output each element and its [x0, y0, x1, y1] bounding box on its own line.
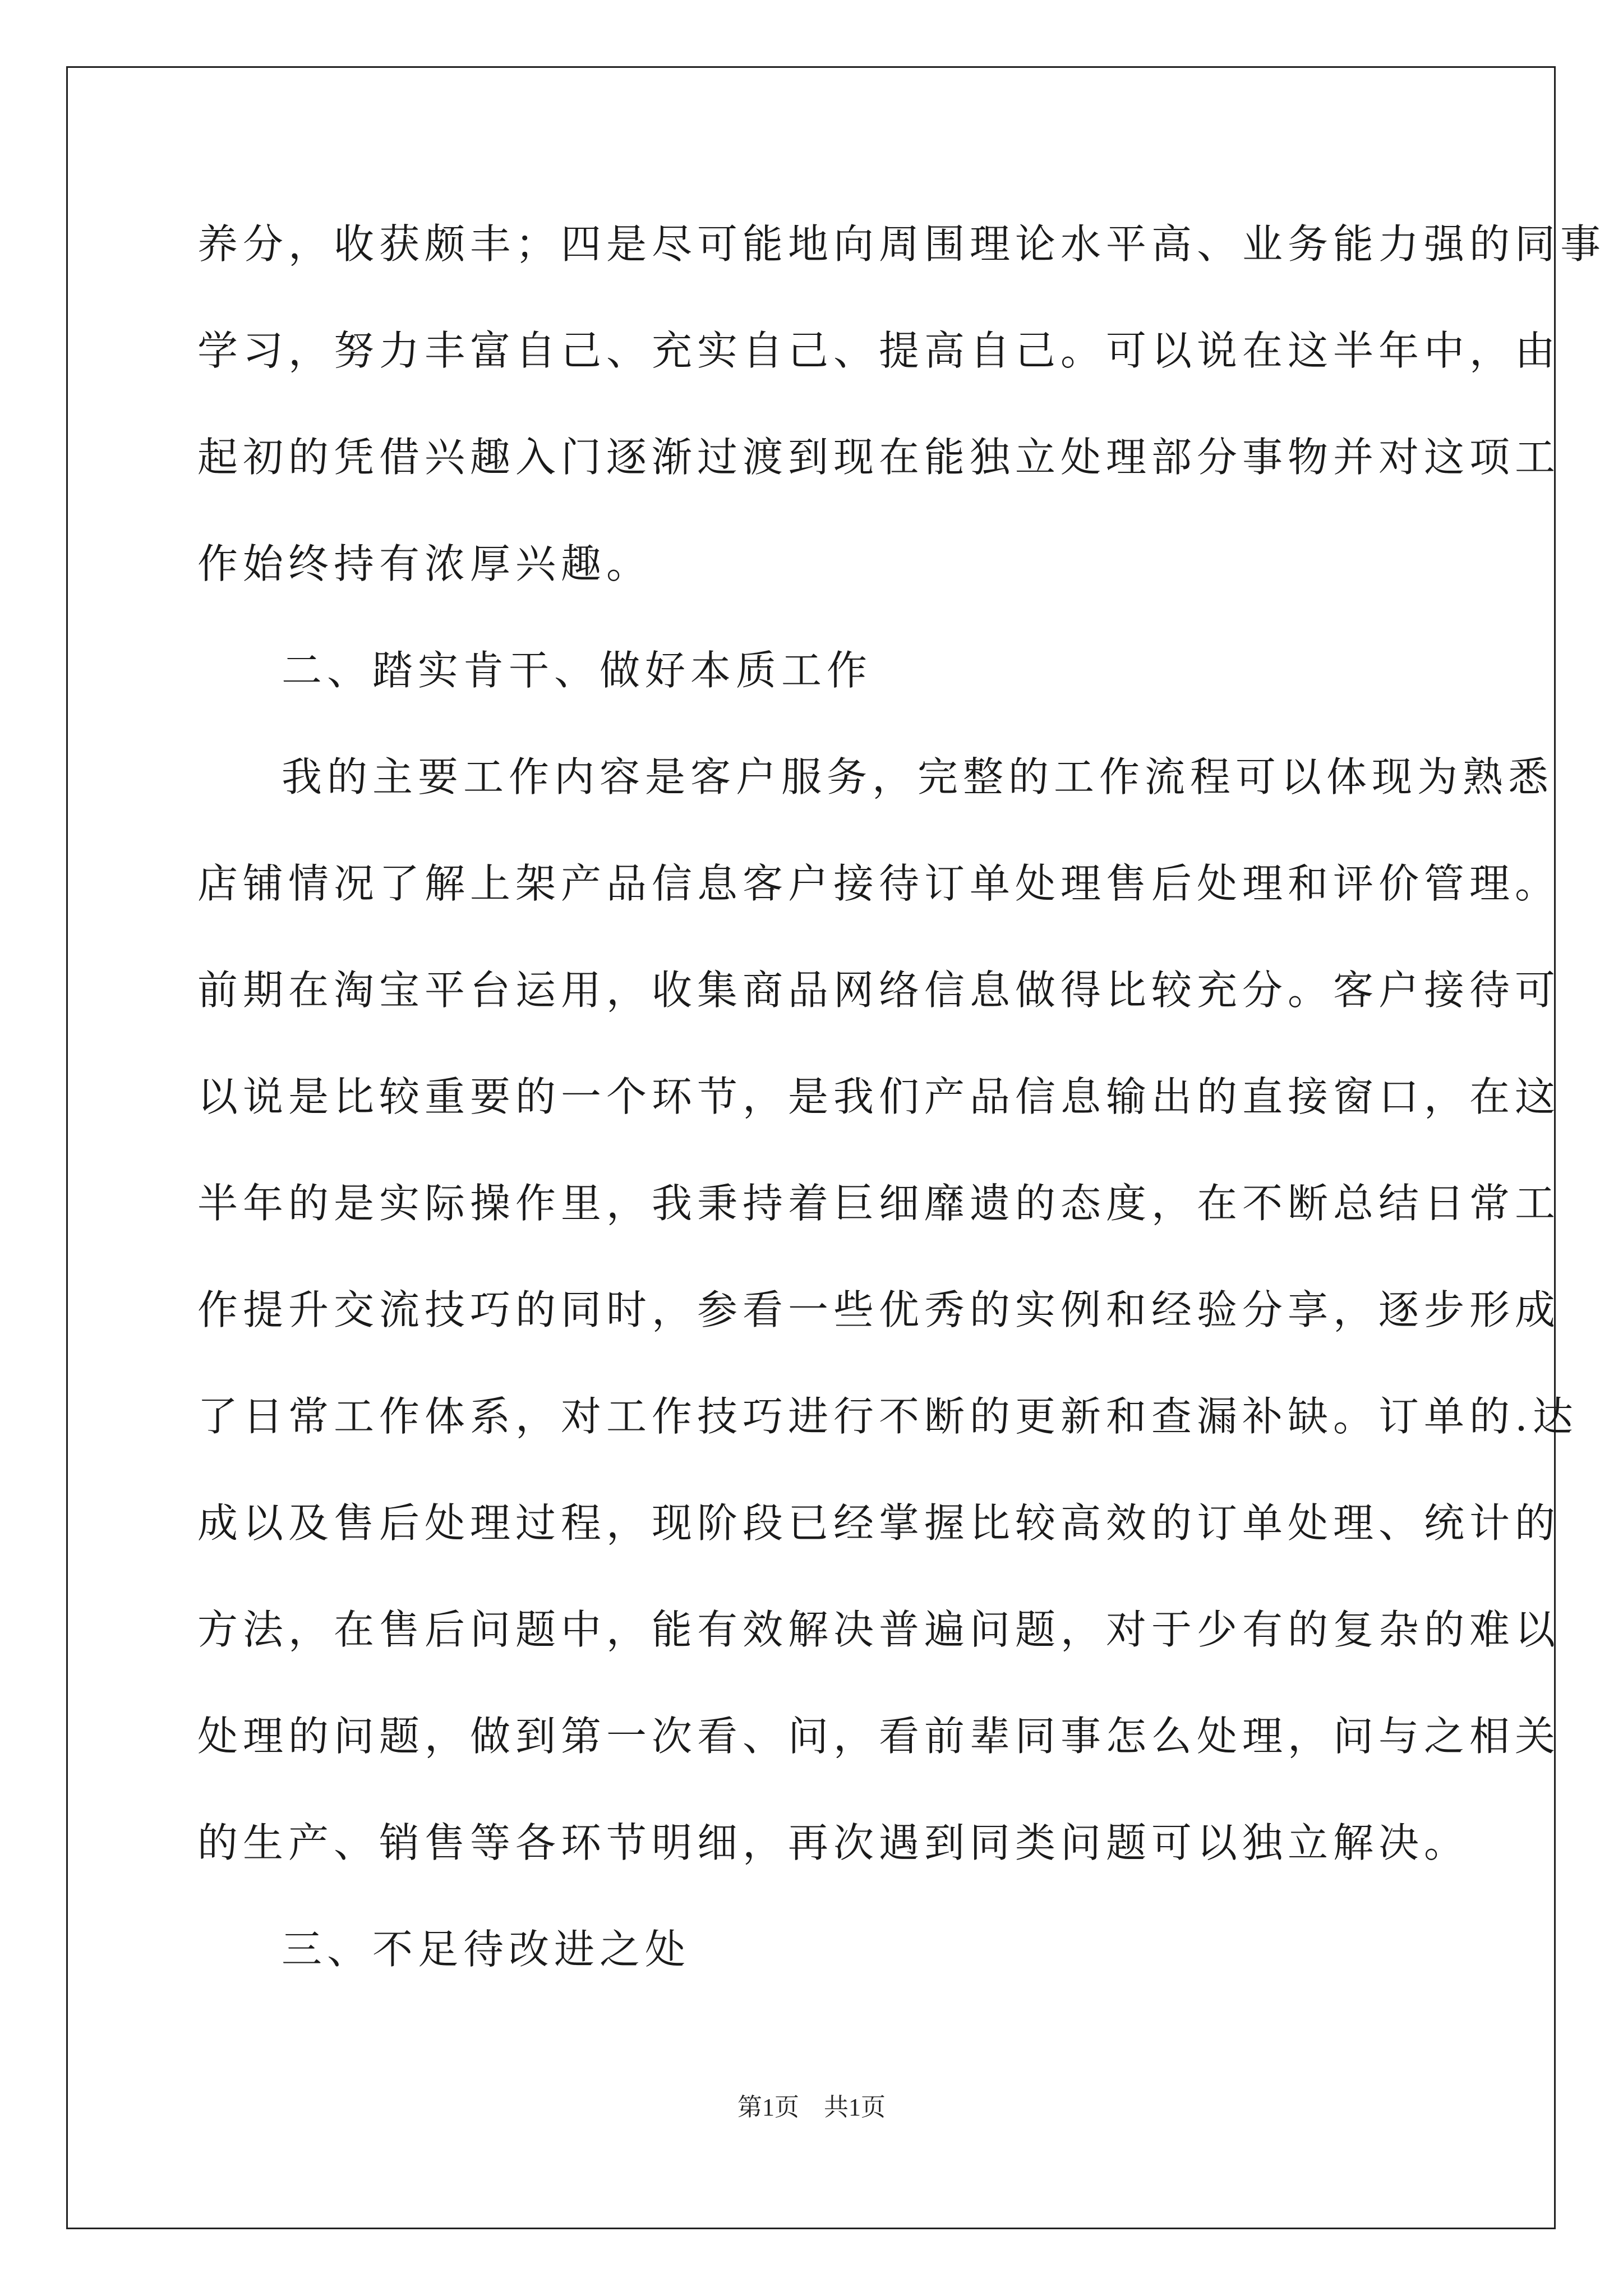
body-line: 方法，在售后问题中，能有效解决普遍问题，对于少有的复杂的难以 — [197, 1606, 1561, 1653]
section-heading: 三、不足待改进之处 — [282, 1926, 691, 1973]
body-line: 我的主要工作内容是客户服务，完整的工作流程可以体现为熟悉 — [282, 753, 1554, 800]
section-heading: 二、踏实肯干、做好本质工作 — [282, 647, 873, 694]
document-body — [197, 213, 1606, 2025]
body-line: 养分，收获颇丰；四是尽可能地向周围理论水平高、业务能力强的同事 — [197, 220, 1606, 268]
body-line: 处理的问题，做到第一次看、问，看前辈同事怎么处理，问与之相关 — [197, 1713, 1561, 1760]
body-line: 起初的凭借兴趣入门逐渐过渡到现在能独立处理部分事物并对这项工 — [197, 434, 1561, 481]
body-line: 作始终持有浓厚兴趣。 — [197, 540, 652, 587]
body-line: 半年的是实际操作里，我秉持着巨细靡遗的态度，在不断总结日常工 — [197, 1180, 1561, 1227]
body-line: 前期在淘宝平台运用，收集商品网络信息做得比较充分。客户接待可 — [197, 967, 1561, 1014]
body-line: 店铺情况了解上架产品信息客户接待订单处理售后处理和评价管理。 — [197, 860, 1561, 907]
body-line: 的生产、销售等各环节明细，再次遇到同类问题可以独立解决。 — [197, 1819, 1470, 1866]
body-line: 作提升交流技巧的同时，参看一些优秀的实例和经验分享，逐步形成 — [197, 1286, 1561, 1333]
body-line: 了日常工作体系，对工作技巧进行不断的更新和查漏补缺。订单的.达 — [197, 1393, 1578, 1440]
body-line: 以说是比较重要的一个环节，是我们产品信息输出的直接窗口，在这 — [197, 1073, 1561, 1120]
page-number: 第1页 共1页 — [737, 2093, 886, 2121]
body-line: 成以及售后处理过程，现阶段已经掌握比较高效的订单处理、统计的 — [197, 1499, 1561, 1547]
body-line: 学习，努力丰富自己、充实自己、提高自己。可以说在这半年中，由 — [197, 327, 1561, 374]
